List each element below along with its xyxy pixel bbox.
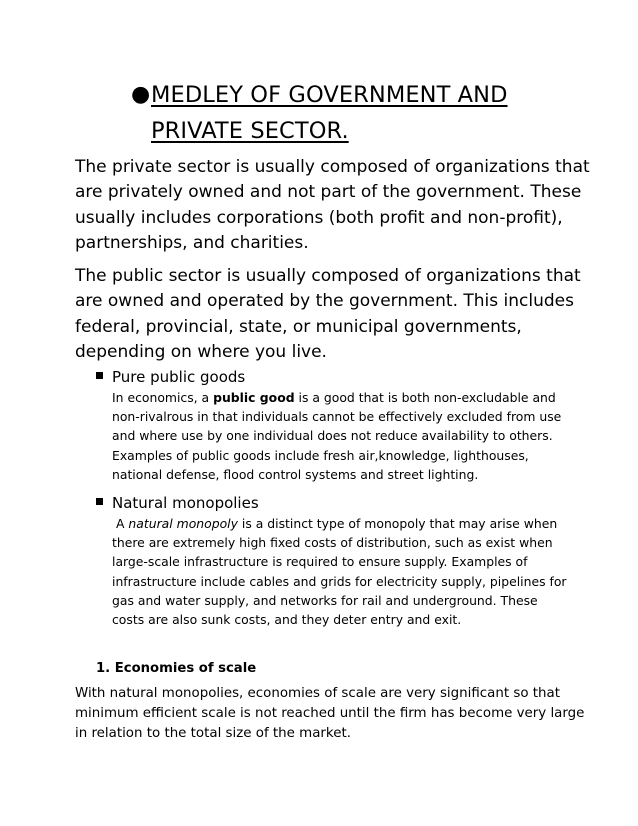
square-bullet-icon [96,372,103,379]
section-heading [131,77,611,149]
heading-line-2: PRIVATE SECTOR. [151,118,349,144]
emphasized-term: public good [213,390,295,405]
emphasized-term: natural monopoly [128,516,238,531]
square-bullet-icon [96,498,103,505]
private-sector-paragraph: The private sector is usually composed of organizations that are privately owned and not part of the government. These usually includes corporations (both profit and non-profit), partnerships, and charities. [75,157,590,253]
heading-line-1: MEDLEY OF GOVERNMENT AND [151,82,508,108]
list-item-body [112,514,572,629]
round-bullet-icon: ● [131,82,151,107]
public-sector-paragraph: The public sector is usually composed of organizations that are owned and operated by the government. This includes federal, provincial, state, or municipal governments, depending on where you live. [75,266,581,362]
list-item-title: Pure public goods [112,368,246,386]
body-text: A [116,516,129,531]
list-item-body [112,388,572,484]
list-item-title: Natural monopolies [112,494,259,512]
numbered-heading: 1. Economies of scale [96,661,257,676]
body-text: is a distinct type of monopoly that may arise when there are extremely high fixed costs of distribution, such as exist when large-scale infrastructure is required to ensure supply. Examples of infrastructure include cables and grids for electricity supply, pipelines for gas and water supply, and networks for rail and underground. These costs are also sunk costs, and they deter entry and exit. [112,516,567,628]
economies-of-scale-paragraph: With natural monopolies, economies of scale are very significant so that minimum efficient scale is not reached until the firm has become very large in relation to the total size of the market. [75,686,585,742]
body-text: is a good that is both non-excludable and non-rivalrous in that individuals cannot be effectively excluded from use and where use by one individual does not reduce availability to others. Examples of public goods include fresh air,knowledge, lighthouses, national defense, flood control systems and street lighting. [112,390,562,482]
body-text: In economics, a [112,390,214,405]
